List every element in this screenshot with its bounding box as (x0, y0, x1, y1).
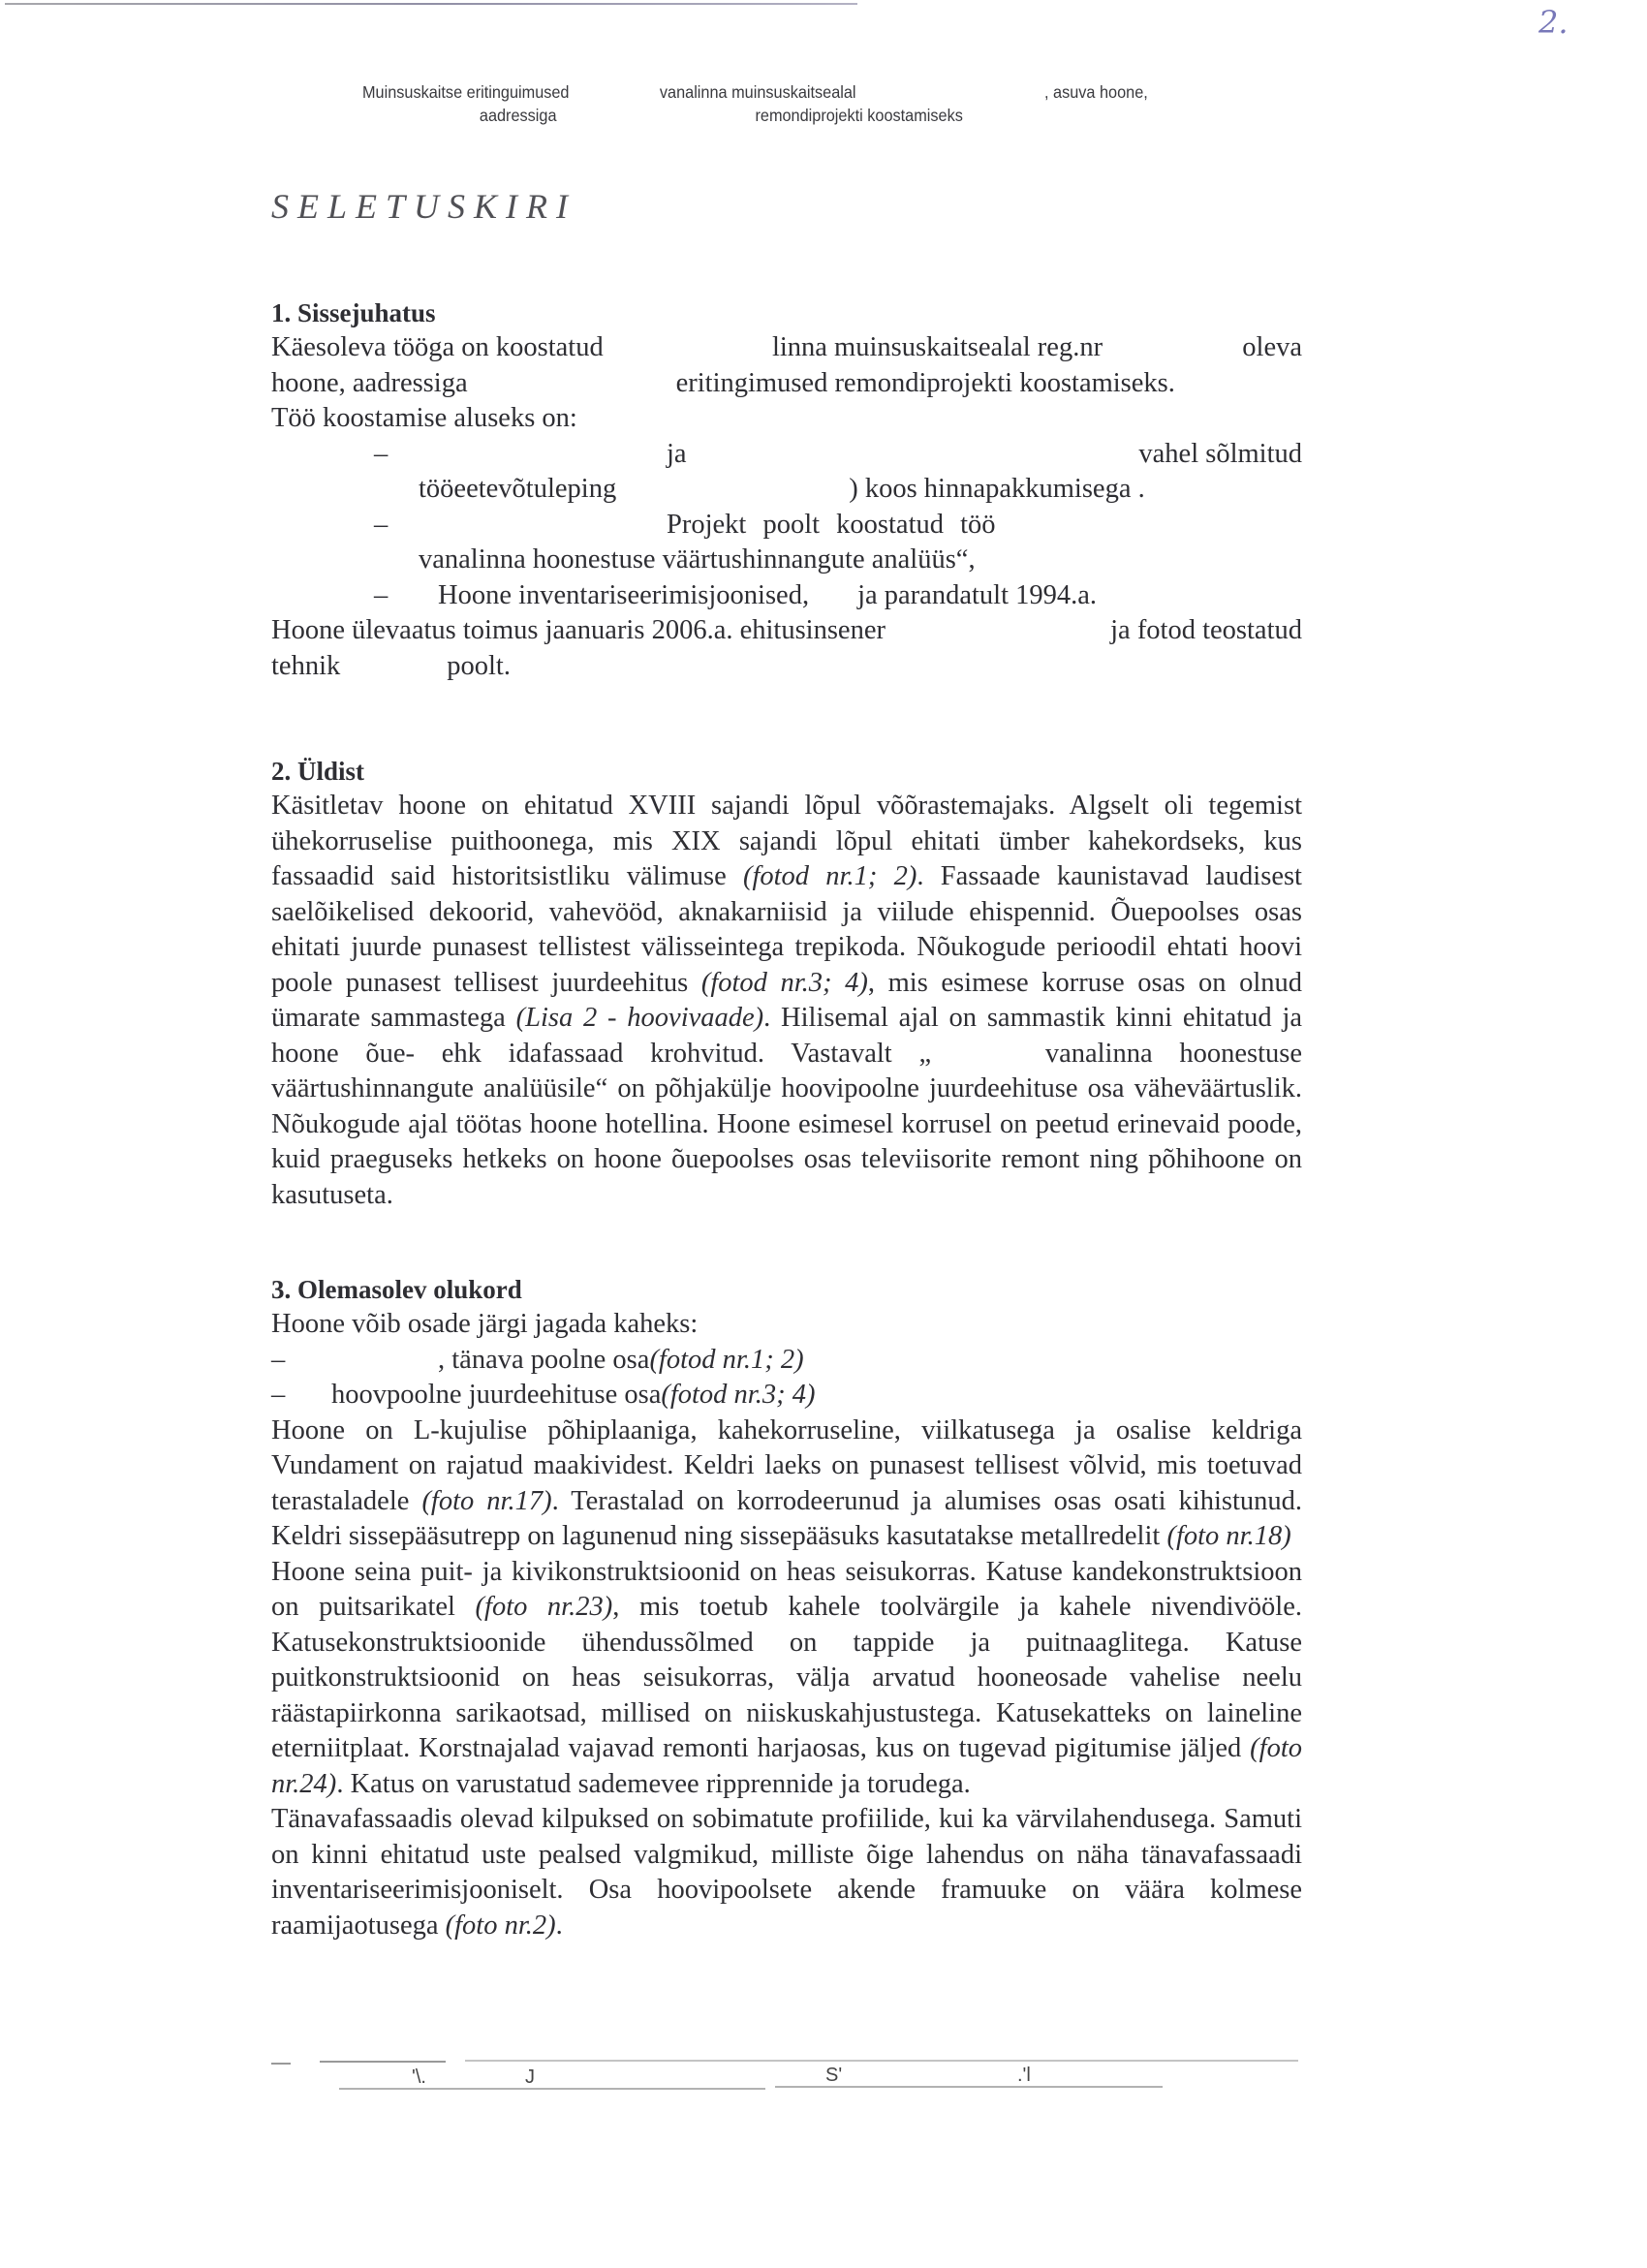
text: hoone, aadressiga (271, 367, 468, 398)
photo-reference: (fotod nr.3; 4) (661, 1380, 816, 1410)
paragraph: Hoone seina puit- ja kivikonstruktsioonid on heas seisukorras. Katuse kandekonstruktsioon on puitsarikatel (foto nr.23), mis toetub kahele toolvärgile ja kahele nivendivööle. Katusekonstruktsioonide ühendussõlmed on tappide ja puitnaaglitega. Katuse puitkonstruktsioonid on heas seisukorras, välja arvatud hooneosade vahelise neelu räästapiirkonna sarikaotsad, millised on niiskuskahjustustega. Katusekatteks on laineline eterniitplaat. Korstnajalad vajavad remonti harjaosas, kus on tugevad pigitumise jäljed (foto nr.24). Katus on varustatud sademevee ripprennide ja torudega. (271, 1556, 1302, 1799)
page-footer (271, 2057, 1308, 2096)
text: vahel sõlmitud (1138, 438, 1302, 469)
photo-reference: (foto nr.17) (421, 1485, 552, 1516)
photo-reference: (foto nr.18) (1166, 1521, 1291, 1551)
text: ja fotod teostatud (1110, 615, 1302, 645)
photo-reference: (foto nr.2) (445, 1910, 556, 1941)
text: hoovpoolne juurdeehituse osa (331, 1380, 662, 1410)
text: eritingimused remondiprojekti koostamiseks. (675, 367, 1175, 398)
section-introduction (271, 295, 1302, 684)
photo-reference: (fotod nr.3; 4) (700, 967, 868, 998)
scan-edge-line (5, 3, 857, 5)
appendix-reference: (Lisa 2 - hoovivaade) (515, 1003, 764, 1033)
list-item: – Projekt poolt koostatud töö (271, 508, 1302, 544)
paragraph: Hoone on L-kujulise põhiplaaniga, kahekorruseline, viilkatusega ja osalise keldriga Vundament on rajatud maakividest. Keldri laeks on punasest tellisest võlvid, mis toetuvad terastaladele (foto nr.17). Terastalad on korrodeerunud ja alumises osas osati kihistunud. Keldri sissepääsutrepp on lagunenud ning sissepääsuks kasutatakse metallredelit (foto nr.18) (271, 1414, 1303, 1551)
section-heading: 1. Sissejuhatus (271, 298, 436, 327)
footer-rule (339, 2088, 765, 2090)
text: ja (667, 438, 687, 469)
text: Käesoleva tööga on koostatud (271, 332, 604, 362)
footer-rule (465, 2060, 1298, 2062)
section-heading: 3. Olemasolev olukord (271, 1275, 522, 1304)
text: poolt. (447, 650, 511, 681)
footer-fragment: .'l (1017, 2065, 1031, 2086)
section-general (271, 754, 1302, 1213)
footer-fragment: J (525, 2066, 535, 2088)
text: tööeetevõtuleping (419, 474, 617, 504)
text: Hoone inventariseerimisjoonised, (438, 579, 810, 610)
text: Projekt poolt koostatud töö (667, 509, 996, 540)
header-text-2: vanalinna muinsuskaitsealal (659, 82, 856, 102)
text: Töö koostamise aluseks on: (271, 403, 577, 433)
section-heading: 2. Üldist (271, 757, 365, 786)
text: linna muinsuskaitsealal reg.nr (771, 332, 1103, 362)
list-item: – hoovpoolne juurdeehituse osa (fotod nr.3; 4) (271, 1378, 1302, 1414)
text: oleva (1242, 332, 1302, 362)
header-text-1: Muinsuskaitse eritinguimused (362, 82, 570, 102)
text: ja parandatult 1994.a. (857, 579, 1098, 610)
footer-fragment: S' (825, 2065, 843, 2086)
section-current-condition (271, 1272, 1302, 1943)
header-text-5: remondiprojekti koostamiseks (755, 106, 963, 125)
text: Hoone ülevaatus toimus jaanuaris 2006.a. ehitusinsener (271, 615, 886, 645)
list-item: – , tänava poolne osa (fotod nr.1; 2) (271, 1343, 1302, 1379)
text: vanalinna hoonestuse väärtushinnangute analüüs“, (419, 544, 976, 575)
photo-reference: (fotod nr.1; 2) (742, 861, 917, 891)
photo-reference: (fotod nr.1; 2) (649, 1344, 804, 1375)
text: ) koos hinnapakkumisega . (849, 474, 1145, 504)
footer-rule (271, 2063, 291, 2065)
footer-fragment: '\. (412, 2066, 426, 2088)
document-header (362, 82, 1209, 129)
header-text-3: , asuva hoone, (1044, 82, 1148, 102)
paragraph: Käsitletav hoone on ehitatud XVIII sajandi lõpul võõrastemajaks. Algselt oli tegemist ühekorruselise puithoonega, mis XIX sajandi lõpul ehitati ümber kahekordseks, kus fassaadid said historitsistliku välimuse (fotod nr.1; 2). Fassaade kaunistavad laudisest saelõikelised dekoorid, vahevööd, aknakarniisid ja viilude ehispennid. Õuepoolses osas ehitati juurde punasest tellistest välisseintega trepikoda. Nõukogude perioodil ehtati hoovi poole punasest tellisest juurdeehitus (fotod nr.3; 4), mis esimese korruse osas on olnud ümarate sammastega (Lisa 2 - hoovivaade). Hilisemal ajal on sammastik kinni ehitatud ja hoone õue- ehk idafassaad krohvitud. Vastavalt „ vanalinna hoonestuse väärtushinnangute analüüsile“ on põhjakülje hoovipoolne juurdeehituse osa väheväärtuslik. Nõukogude ajal töötas hoone hotellina. Hoone esimesel korrusel on peetud erinevaid poode, kuid praeguseks hetkeks on hoone õuepoolses osas televiisorite remont ning põhihoone on kasutuseta. (271, 791, 1303, 1210)
paragraph: Tänavafassaadis olevad kilpuksed on sobimatute profiilide, kui ka värvilahendusega. Samuti on kinni ehitatud uste pealsed valgmikud, milliste õige lahendus on näha tänavafassaadi inventariseerimisjooniselt. Osa hoovipoolsete akende framuuke on väära kolmese raamijaotusega (foto nr.2). (271, 1804, 1302, 1941)
list-item: – Hoone inventariseerimisjoonised, ja parandatult 1994.a. (271, 578, 1302, 614)
header-text-4: aadressiga (479, 106, 557, 125)
footer-rule (320, 2061, 446, 2063)
text: tehnik (271, 650, 341, 681)
text: , tänava poolne osa (438, 1344, 650, 1375)
text: Hoone võib osade järgi jagada kaheks: (271, 1309, 699, 1339)
list-item: – ja vahel sõlmitud (271, 437, 1302, 473)
photo-reference: (foto nr.23) (475, 1592, 613, 1622)
document-title: SELETUSKIRI (271, 187, 576, 226)
photo-reference: (foto nr.24) (271, 1733, 1302, 1799)
handwritten-page-number: 2. (1538, 4, 1569, 41)
